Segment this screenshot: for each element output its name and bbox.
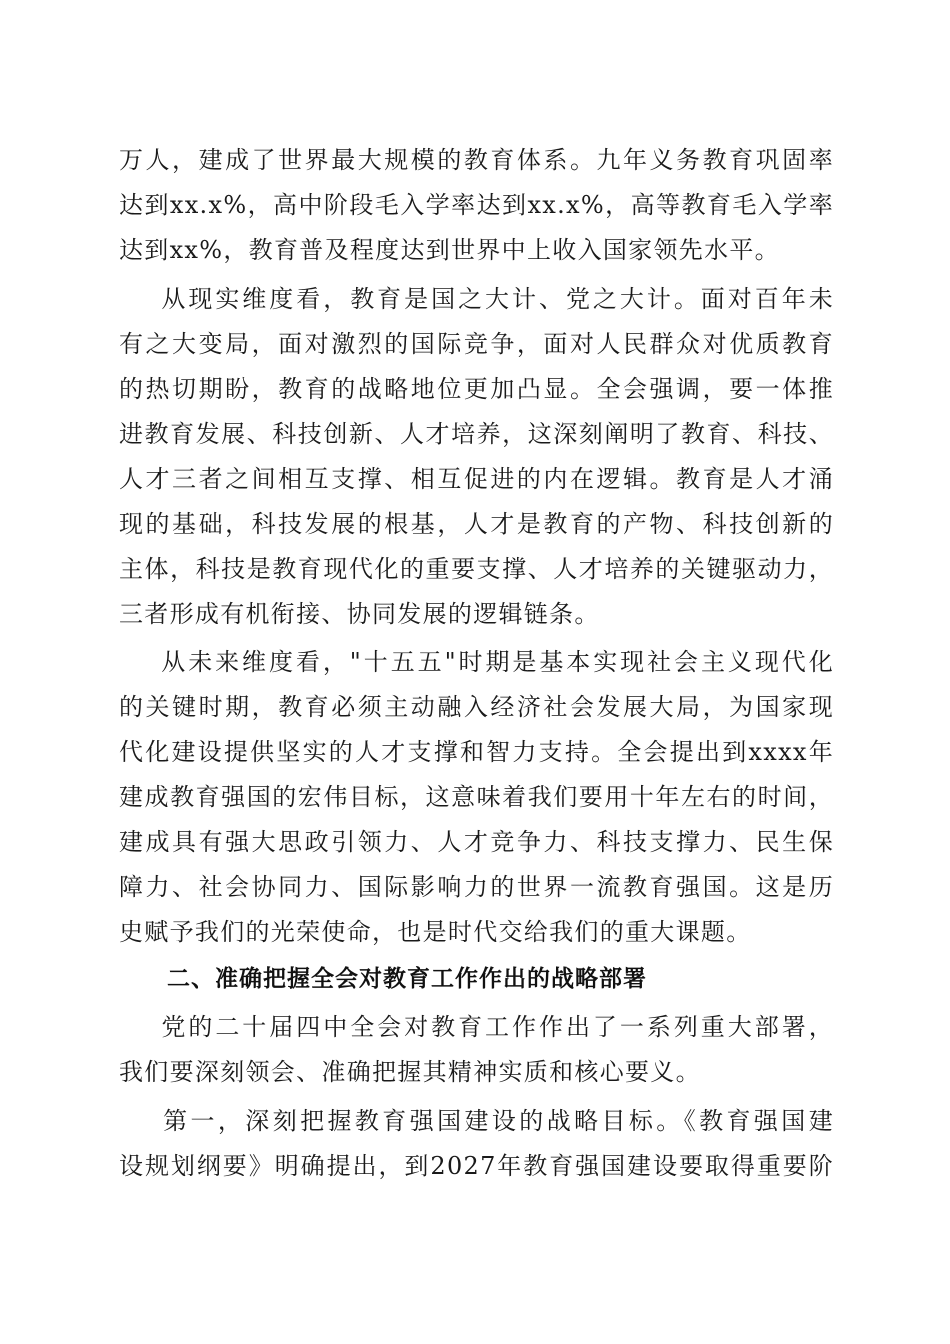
body-line: 有之大变局，面对激烈的国际竞争，面对人民群众对优质教育 [119,330,834,358]
body-line: 达到xx%，教育普及程度达到世界中上收入国家领先水平。 [119,236,780,264]
body-line: 建成具有强大思政引领力、人才竞争力、科技支撑力、民生保 [119,828,834,856]
body-line: 设规划纲要》明确提出，到2027年教育强国建设要取得重要阶 [119,1152,834,1180]
body-line: 第一，深刻把握教育强国建设的战略目标。《教育强国建 [119,1107,834,1135]
body-line: 人才三者之间相互支撑、相互促进的内在逻辑。教育是人才涌 [119,465,834,493]
body-line: 党的二十届四中全会对教育工作作出了一系列重大部署， [119,1013,834,1041]
body-line: 代化建设提供坚实的人才支撑和智力支持。全会提出到xxxx年 [119,738,834,766]
body-line: 的热切期盼，教育的战略地位更加凸显。全会强调，要一体推 [119,375,834,403]
body-line: 建成教育强国的宏伟目标，这意味着我们要用十年左右的时间， [119,783,834,811]
body-line: 史赋予我们的光荣使命，也是时代交给我们的重大课题。 [119,918,752,946]
body-line: 三者形成有机衔接、协同发展的逻辑链条。 [119,600,600,628]
body-line: 从现实维度看，教育是国之大计、党之大计。面对百年未 [119,285,834,313]
body-line: 现的基础，科技发展的根基，人才是教育的产物、科技创新的 [119,510,834,538]
body-line: 主体，科技是教育现代化的重要支撑、人才培养的关键驱动力， [119,555,834,583]
body-line: 障力、社会协同力、国际影响力的世界一流教育强国。这是历 [119,873,834,901]
body-line: 我们要深刻领会、准确把握其精神实质和核心要义。 [119,1058,701,1086]
body-line: 的关键时期，教育必须主动融入经济社会发展大局，为国家现 [119,693,834,721]
body-line: 万人，建成了世界最大规模的教育体系。九年义务教育巩固率 [119,146,834,174]
section-heading: 二、准确把握全会对教育工作作出的战略部署 [167,966,647,992]
body-line: 进教育发展、科技创新、人才培养，这深刻阐明了教育、科技、 [119,420,834,448]
body-line: 达到xx.x%，高中阶段毛入学率达到xx.x%，高等教育毛入学率 [119,191,834,219]
body-line: 从未来维度看，"十五五"时期是基本实现社会主义现代化 [119,648,834,676]
